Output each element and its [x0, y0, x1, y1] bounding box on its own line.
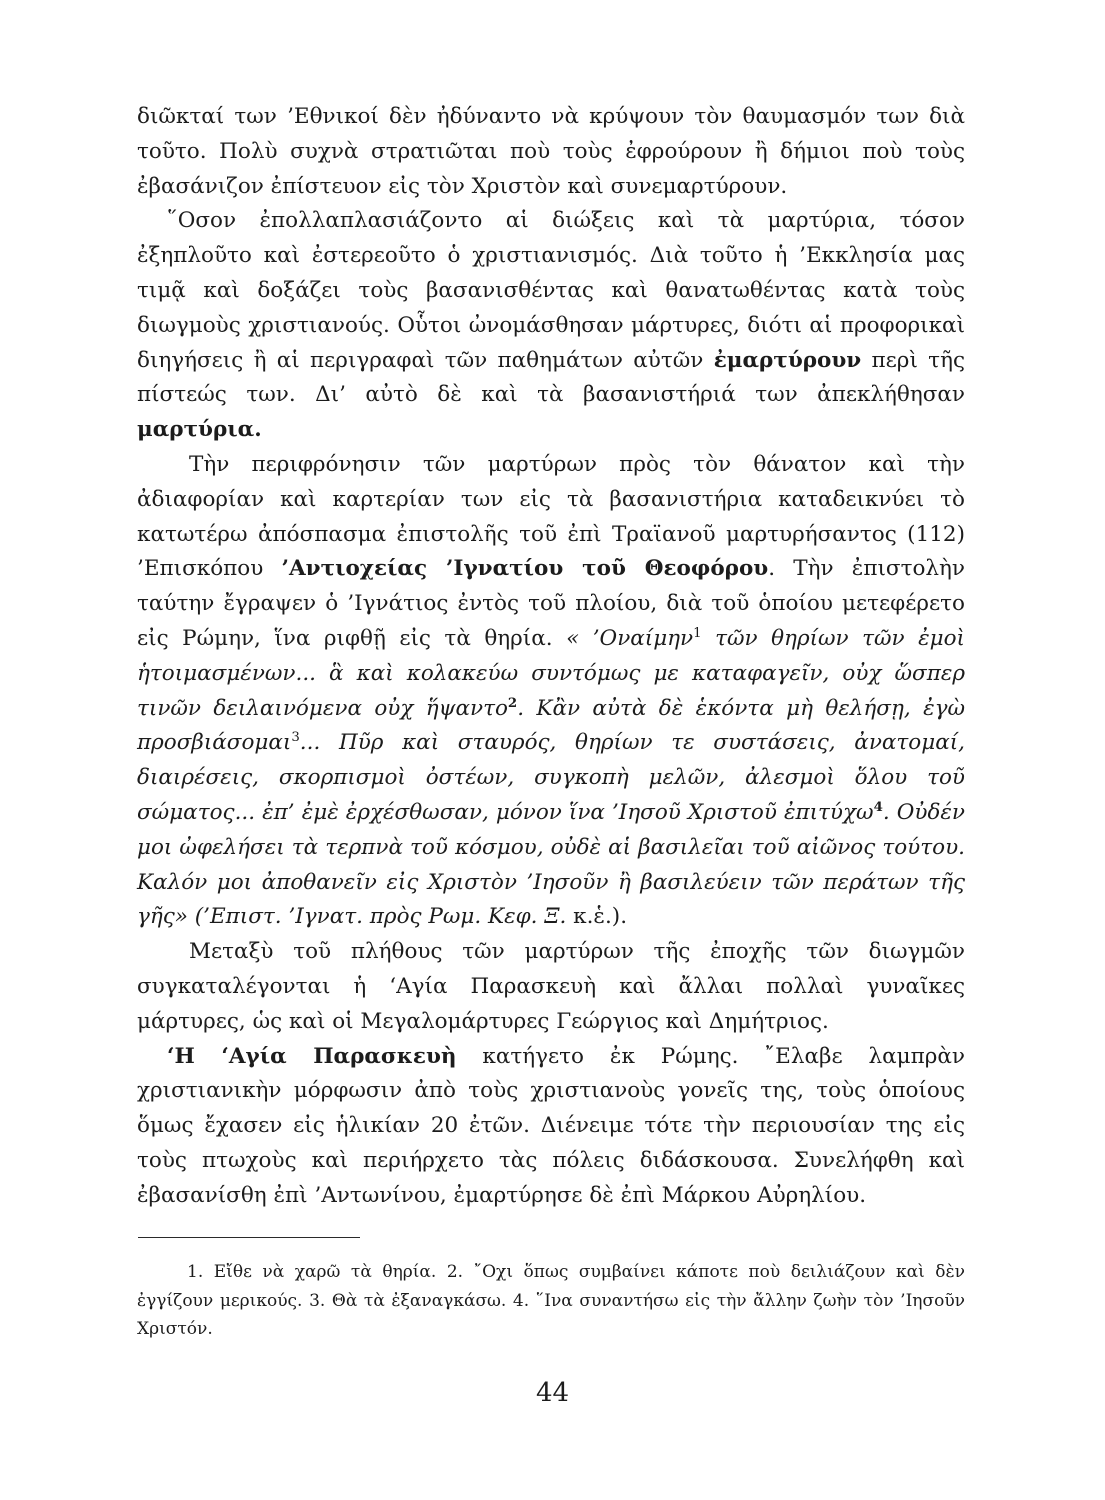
italic-run: τῶν θηρίων τῶν ἐμοὶ ἡτοιμασμένων... ἃ καὶ κολακεύω συντόμως με καταφαγεῖν, οὐχ ὥσπερ τινῶν δειλαινόμενα οὐχ ἥψαντο	[137, 625, 965, 721]
italic-run: ... Πῦρ καὶ σταυρός, θηρίων τε συστάσεις, ἀνατομαί, διαιρέσεις, σκορπισμοὶ ὀστέων, συγκοπὴ μελῶν, ἀλεσμοὶ ὅλου τοῦ σώματος... ἐπ’ ἐμὲ ἐρχέσθωσαν, μόνον ἵνα ’Ιησοῦ Χριστοῦ ἐπιτύχω	[137, 730, 965, 825]
footnote-divider	[138, 1237, 360, 1238]
footnotes: 1. Εἴθε νὰ χαρῶ τὰ θηρία. 2. ῎Οχι ὅπως συμβαίνει κάποτε ποὺ δειλιάζουν καὶ δὲν ἐγγίζουν μερικούς. 3. Θὰ τὰ ἐξαναγκάσω. 4. ῞Ινα συναντήσω εἰς τὴν ἄλλην ζωὴν τὸν ’Ιησοῦν Χριστόν.	[137, 1262, 965, 1339]
paragraph-p4	[137, 935, 965, 1039]
paragraph-p2	[137, 204, 965, 448]
paragraph-p3	[137, 448, 965, 935]
bold-run: ’Αντιοχείας ’Ιγνατίου τοῦ Θεοφόρου	[281, 556, 769, 582]
page-number: 44	[535, 1378, 570, 1408]
text-run: διῶκταί των ’Εθνικοί δὲν ἠδύναντο νὰ κρύψουν τὸν θαυμασμόν των διὰ τοῦτο. Πολὺ συχνὰ στρατιῶται ποὺ τοὺς ἐφρούρουν ἢ δήμιοι ποὺ τοὺς ἐβασάνιζον ἐπίστευον εἰς τὸν Χριστὸν καὶ συνεμαρτύρουν.	[137, 104, 965, 199]
text-run: κατήγετο ἐκ Ρώμης. ῎Ελαβε λαμπρὰν χριστιανικὴν μόρφωσιν ἀπὸ τοὺς χριστιανοὺς γονεῖς της, τοὺς ὁποίους ὅμως ἔχασεν εἰς ἡλικίαν 20 ἐτῶν. Διένειμε τότε τὴν περιουσίαν της εἰς τοὺς πτωχοὺς καὶ περιήρχετο τὰς πόλεις διδάσκουσα. Συνελήφθη καὶ ἐβασανίσθη ἐπὶ ’Αντωνίνου, ἐμαρτύρησε δὲ ἐπὶ Μάρκου Αὐρηλίου.	[137, 1043, 965, 1208]
footnote-marker: 2	[507, 694, 518, 711]
italic-run: . Οὐδέν μοι ὠφελήσει τὰ τερπνὰ τοῦ κόσμου, οὐδὲ αἱ βασιλεῖαι τοῦ αἰῶνος τούτου. Καλόν μοι ἀποθανεῖν εἰς Χριστὸν ’Ιησοῦν ἢ βασιλεύειν τῶν περάτων τῆς γῆς» (’Επιστ. ’Ιγνατ. πρὸς Ρωμ. Κεφ. Ξ.	[137, 799, 965, 930]
italic-run: « ’Οναίμην	[566, 625, 694, 651]
footnote-marker: 4	[873, 798, 883, 815]
bold-run: ‘Η ‘Αγία Παρασκευὴ	[167, 1043, 457, 1069]
text-run: . Τὴν ἐπιστολὴν ταύτην ἔγραψεν ὁ ’Ιγνάτιος ἐντὸς τοῦ πλοίου, διὰ τοῦ ὁποίου μετεφέρετο εἰς Ρώμην, ἵνα ριφθῇ εἰς τὰ θηρία.	[137, 556, 965, 651]
italic-run: . Κἂν αὐτὰ δὲ ἑκόντα μὴ θελήσῃ, ἐγὼ προσβιάσομαι	[137, 695, 965, 756]
footnote-marker: 1	[693, 625, 702, 641]
body-text	[137, 100, 965, 1214]
bold-run: μαρτύρια.	[137, 417, 262, 443]
text-run: Τὴν περιφρόνησιν τῶν μαρτύρων πρὸς τὸν θάνατον καὶ τὴν ἀδιαφορίαν καὶ καρτερίαν των εἰς τὰ βασανιστήρια καταδεικνύει τὸ κατωτέρω ἀπόσπασμα ἐπιστολῆς τοῦ ἐπὶ Τραϊανοῦ μαρτυρήσαντος (112) ’Επισκόπου	[137, 451, 965, 582]
footnote-marker: 3	[291, 730, 300, 746]
text-run: Μεταξὺ τοῦ πλήθους τῶν μαρτύρων τῆς ἐποχῆς τῶν διωγμῶν συγκαταλέγονται ἡ ‘Αγία Παρασκευὴ καὶ ἄλλαι πολλαὶ γυναῖκες μάρτυρες, ὡς καὶ οἱ Μεγαλομάρτυρες Γεώργιος καὶ Δημήτριος.	[137, 939, 965, 1034]
paragraph-p5	[137, 1040, 965, 1214]
paragraph-p1	[137, 100, 965, 204]
text-run: περὶ τῆς πίστεώς των. Δι’ αὐτὸ δὲ καὶ τὰ βασανιστήριά των ἀπεκλήθησαν	[137, 347, 966, 408]
text-run: κ.ἑ.).	[566, 904, 628, 930]
bold-run: ἐμαρτύρουν	[713, 347, 862, 373]
text-run: ῞Οσον ἐπολλαπλασιάζοντο αἱ διώξεις καὶ τὰ μαρτύρια, τόσον ἐξηπλοῦτο καὶ ἐστερεοῦτο ὁ χριστιανισμός. Διὰ τοῦτο ἡ ’Εκκλησία μας τιμᾷ καὶ δοξάζει τοὺς βασανισθέντας καὶ θανατωθέντας κατὰ τοὺς διωγμοὺς χριστιανούς. Οὗτοι ὠνομάσθησαν μάρτυρες, διότι αἱ προφορικαὶ διηγήσεις ἢ αἱ περιγραφαὶ τῶν παθημάτων αὐτῶν	[137, 208, 965, 373]
